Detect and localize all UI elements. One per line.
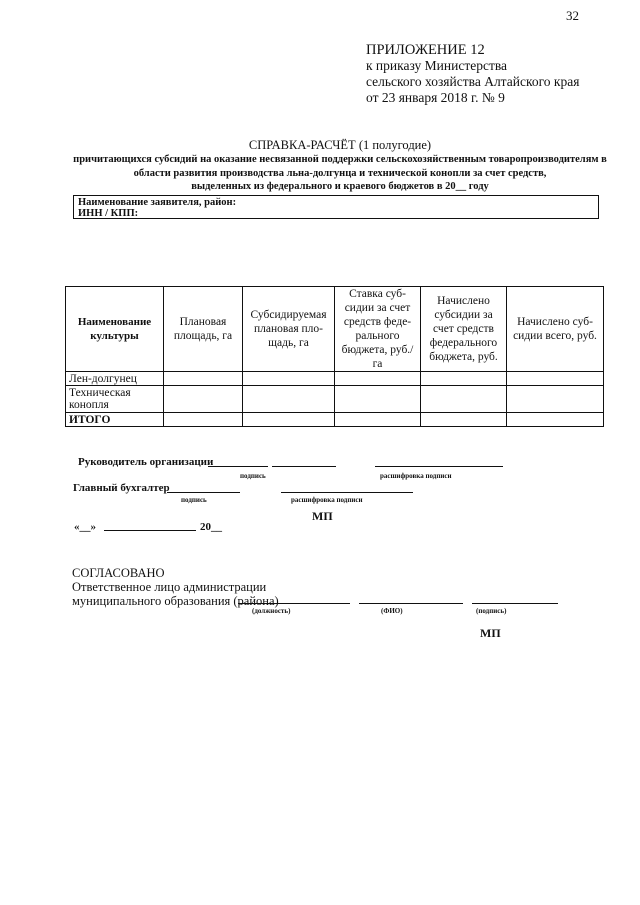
applicant-box — [73, 195, 599, 219]
table-cell[interactable] — [243, 372, 335, 386]
document-subtitle: выделенных из федерального и краевого бюджетов в 20__ году — [191, 181, 489, 192]
head-label: Руководитель организации — [78, 456, 214, 468]
appendix-block — [366, 42, 579, 106]
table-cell[interactable] — [507, 386, 604, 413]
stamp-place: МП — [480, 626, 501, 640]
head-signature-line[interactable] — [272, 466, 336, 467]
table-cell[interactable] — [243, 413, 335, 427]
signature-caption: подпись — [240, 472, 266, 480]
row-label: Лен-долгунец — [66, 372, 164, 386]
table-cell[interactable] — [164, 372, 243, 386]
name-caption: расшифровка подписи — [291, 496, 363, 504]
accountant-signature-line[interactable] — [167, 492, 240, 493]
table-cell[interactable] — [507, 413, 604, 427]
row-label: Техническая конопля — [66, 386, 164, 413]
appendix-order-date: от 23 января 2018 г. № 9 — [366, 90, 505, 105]
fio-line[interactable] — [359, 603, 463, 604]
column-header: Плановая площадь, га — [164, 287, 243, 372]
table-cell[interactable] — [421, 386, 507, 413]
table-cell[interactable] — [243, 386, 335, 413]
agreed-signature-line[interactable] — [472, 603, 558, 604]
table-cell[interactable] — [164, 386, 243, 413]
table-cell[interactable] — [335, 413, 421, 427]
page-number: 32 — [566, 8, 579, 23]
date-day: «__» — [74, 521, 96, 533]
accountant-label: Главный бухгалтер — [73, 482, 170, 494]
table-header-row — [66, 287, 604, 372]
column-header: Субсидируемая плановая пло-щадь, га — [243, 287, 335, 372]
table-cell[interactable] — [164, 413, 243, 427]
position-line[interactable] — [238, 603, 350, 604]
fio-caption: (ФИО) — [381, 607, 403, 615]
document-subtitle: причитающихся субсидий на оказание несвязанной поддержки сельскохозяйственным товаропроизводителям в — [73, 154, 607, 165]
agreed-block — [72, 566, 279, 608]
stamp-place: МП — [312, 509, 333, 523]
agreed-title: СОГЛАСОВАНО — [72, 566, 165, 580]
column-header: Начислено субсидии за счет средств федерального бюджета, руб. — [421, 287, 507, 372]
applicant-name-label: Наименование заявителя, район: — [78, 197, 237, 208]
appendix-line: к приказу Министерства — [366, 58, 508, 73]
position-caption: (должность) — [252, 607, 291, 615]
accountant-name-line[interactable] — [281, 492, 413, 493]
date-year: 20__ — [200, 521, 222, 533]
table-row — [66, 386, 604, 413]
agreed-line: Ответственное лицо администрации — [72, 580, 267, 594]
document-title: СПРАВКА-РАСЧЁТ (1 полугодие) — [248, 138, 432, 152]
table-cell[interactable] — [421, 413, 507, 427]
signature-caption: подпись — [181, 496, 207, 504]
agreed-line: муниципального образования (района) — [72, 594, 279, 608]
appendix-line: сельского хозяйства Алтайского края — [366, 74, 580, 89]
table-row — [66, 413, 604, 427]
appendix-title: ПРИЛОЖЕНИЕ 12 — [366, 42, 485, 58]
column-header: Наименование культуры — [66, 287, 164, 372]
table-cell[interactable] — [507, 372, 604, 386]
head-name-line[interactable] — [375, 466, 503, 467]
document-heading — [60, 138, 620, 194]
document-subtitle: области развития производства льна-долгунца и технической конопли за счет средств, — [133, 167, 547, 179]
column-header: Начислено суб-сидии всего, руб. — [507, 287, 604, 372]
table-cell[interactable] — [335, 372, 421, 386]
head-signature-line[interactable] — [208, 466, 268, 467]
table-cell[interactable] — [421, 372, 507, 386]
table-row — [66, 372, 604, 386]
row-label-total: ИТОГО — [66, 413, 164, 427]
subsidy-table — [65, 286, 604, 427]
inn-kpp-label: ИНН / КПП: — [78, 208, 139, 219]
column-header: Ставка суб-сидии за счет средств феде-рального бюджета, руб./га — [335, 287, 421, 372]
name-caption: расшифровка подписи — [380, 472, 452, 480]
signature-caption: (подпись) — [476, 607, 507, 615]
table-cell[interactable] — [335, 386, 421, 413]
date-month-line[interactable] — [104, 530, 196, 531]
